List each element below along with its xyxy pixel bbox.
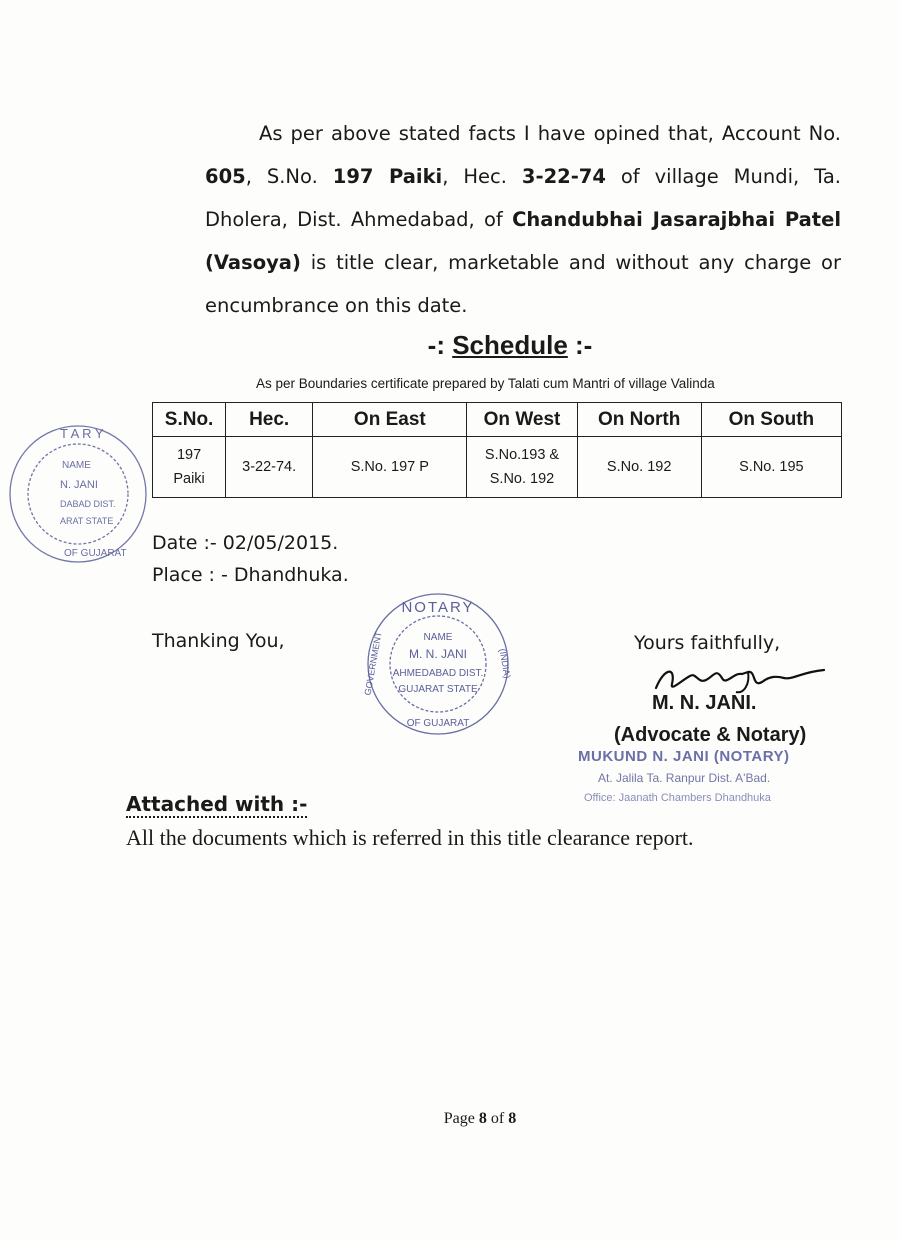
schedule-table	[152, 402, 842, 498]
notary-seal-icon	[362, 588, 514, 740]
cell-east: S.No. 197 P	[313, 437, 467, 498]
seal-right-arc: (INDIA)	[497, 647, 513, 680]
opinion-text-5: is title clear, marketable and without any charge or encumbrance on this date.	[205, 251, 841, 317]
place-line: Place : - Dhandhuka.	[152, 564, 349, 586]
cell-sno-line1: 197	[176, 447, 202, 463]
schedule-title-word: Schedule	[452, 330, 568, 360]
cell-hec: 3-22-74.	[226, 437, 313, 498]
page-mid: of	[486, 1110, 509, 1127]
attached-heading: Attached with :-	[126, 792, 308, 816]
opinion-text-2: , S.No.	[245, 165, 318, 188]
survey-number: 197 Paiki	[332, 165, 443, 188]
table-row	[153, 437, 842, 498]
seal-left-arc: GOVERNMENT	[362, 630, 384, 697]
signatory-role: (Advocate & Notary)	[614, 724, 807, 746]
svg-text:ARAT STATE: ARAT STATE	[60, 516, 114, 526]
seal-bottom-arc: OF GUJARAT	[406, 718, 470, 729]
cell-sno	[153, 437, 226, 498]
svg-text:NAME: NAME	[62, 460, 91, 471]
cell-south: S.No. 195	[701, 437, 841, 498]
header-hec: Hec.	[226, 403, 313, 437]
opinion-text-1: As per above stated facts I have opined that, Account No.	[259, 122, 841, 145]
yours-faithfully: Yours faithfully,	[634, 632, 781, 654]
page-number	[0, 1110, 900, 1128]
cell-north: S.No. 192	[577, 437, 701, 498]
date-line: Date :- 02/05/2015.	[152, 532, 339, 554]
hectare-value: 3-22-74	[521, 165, 606, 188]
seal-top-text: NOTARY	[401, 599, 475, 616]
page-current: 8	[478, 1110, 487, 1127]
header-sno: S.No.	[153, 403, 226, 437]
header-east: On East	[313, 403, 467, 437]
stamp-address-2: Office: Jaanath Chambers Dhandhuka	[584, 792, 771, 804]
header-north: On North	[577, 403, 701, 437]
thanking-text: Thanking You,	[152, 630, 285, 652]
svg-text:T A R Y: T A R Y	[60, 426, 104, 441]
stamp-address-1: At. Jalila Ta. Ranpur Dist. A'Bad.	[598, 771, 771, 785]
opinion-text-3: , Hec.	[442, 165, 507, 188]
seal-dist: AHMEDABAD DIST.	[392, 668, 484, 679]
svg-text:OF GUJARAT: OF GUJARAT	[64, 548, 127, 559]
schedule-title-suffix: :-	[567, 330, 593, 360]
stamp-name: MUKUND N. JANI (NOTARY)	[578, 748, 790, 765]
opinion-text-4: of village Mundi, Ta. Dholera, Dist. Ahmedabad, of	[205, 165, 841, 231]
svg-text:DABAD DIST.: DABAD DIST.	[60, 499, 116, 509]
schedule-subtitle: As per Boundaries certificate prepared by Talati cum Mantri of village Valinda	[256, 376, 715, 391]
schedule-title	[0, 330, 900, 361]
cell-sno-line2: Paiki	[173, 471, 205, 487]
account-number: 605	[205, 165, 246, 188]
seal-name-label: NAME	[423, 632, 453, 643]
cell-west-line2: S.No. 192	[489, 471, 555, 487]
seal-name: M. N. JANI	[408, 647, 468, 661]
header-west: On West	[467, 403, 577, 437]
page-total: 8	[508, 1110, 517, 1127]
opinion-paragraph	[205, 112, 841, 327]
seal-state: GUJARAT STATE	[398, 684, 478, 695]
svg-text:N. JANI: N. JANI	[60, 479, 98, 491]
cell-west	[467, 437, 577, 498]
notary-seal-left-icon	[0, 408, 152, 578]
cell-west-line1: S.No.193 &	[484, 447, 560, 463]
header-south: On South	[701, 403, 841, 437]
signatory-name: M. N. JANI.	[652, 692, 757, 714]
page-prefix: Page	[443, 1110, 479, 1127]
attached-text: All the documents which is referred in this title clearance report.	[126, 825, 694, 850]
schedule-title-prefix: -:	[427, 330, 453, 360]
table-header-row	[153, 403, 842, 437]
owner-name: Chandubhai Jasarajbhai Patel (Vasoya)	[205, 208, 842, 274]
